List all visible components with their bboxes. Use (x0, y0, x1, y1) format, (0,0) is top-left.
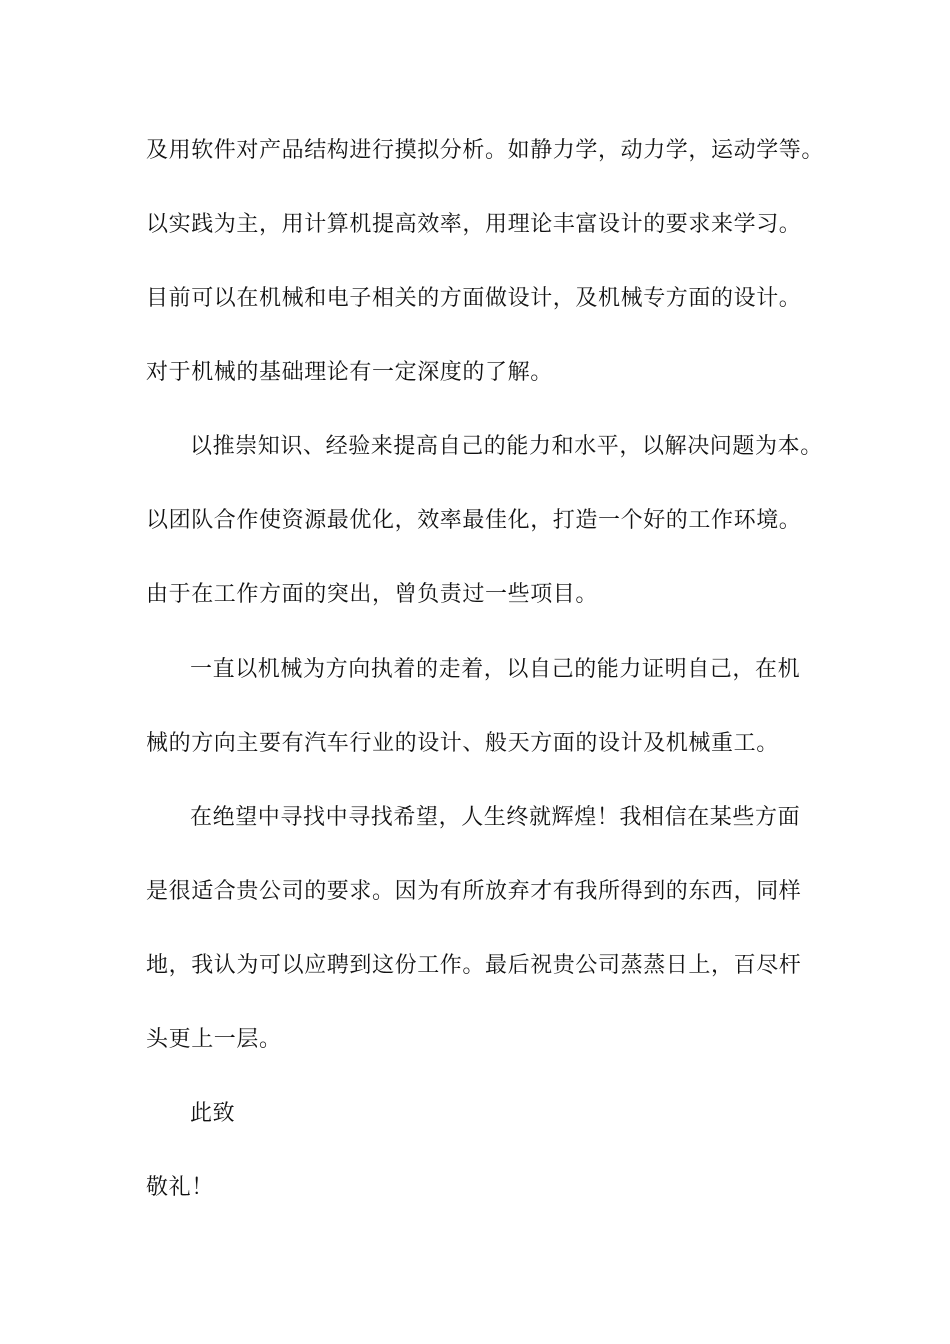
paragraph-line: 以团队合作使资源最优化，效率最佳化，打造一个好的工作环境。 (146, 508, 802, 533)
paragraph-line: 一直以机械为方向执着的走着，以自己的能力证明自己，在机 (190, 657, 801, 682)
paragraph-line: 械的方向主要有汽车行业的设计、般天方面的设计及机械重工。 (146, 731, 779, 756)
paragraph-line: 及用软件对产品结构进行摸拟分析。如静力学，动力学，运动学等。 (146, 138, 825, 163)
salutation: 敬礼！ (146, 1175, 214, 1200)
paragraph-line: 头更上一层。 (146, 1027, 282, 1052)
paragraph-line: 在绝望中寻找中寻找希望，人生终就辉煌！我相信在某些方面 (190, 805, 801, 830)
closing-phrase: 此致 (190, 1101, 236, 1126)
paragraph-line: 是很适合贵公司的要求。因为有所放弃才有我所得到的东西，同样 (146, 879, 802, 904)
paragraph-line: 对于机械的基础理论有一定深度的了解。 (146, 360, 553, 385)
paragraph-line: 以实践为主，用计算机提高效率，用理论丰富设计的要求来学习。 (146, 212, 802, 237)
paragraph-line: 地，我认为可以应聘到这份工作。最后祝贵公司蒸蒸日上，百尽杆 (146, 953, 802, 978)
paragraph-line: 以推崇知识、经验来提高自己的能力和水平，以解决问题为本。 (190, 434, 823, 459)
paragraph-line: 目前可以在机械和电子相关的方面做设计，及机械专方面的设计。 (146, 286, 802, 311)
paragraph-line: 由于在工作方面的突出，曾负责过一些项目。 (146, 582, 599, 607)
